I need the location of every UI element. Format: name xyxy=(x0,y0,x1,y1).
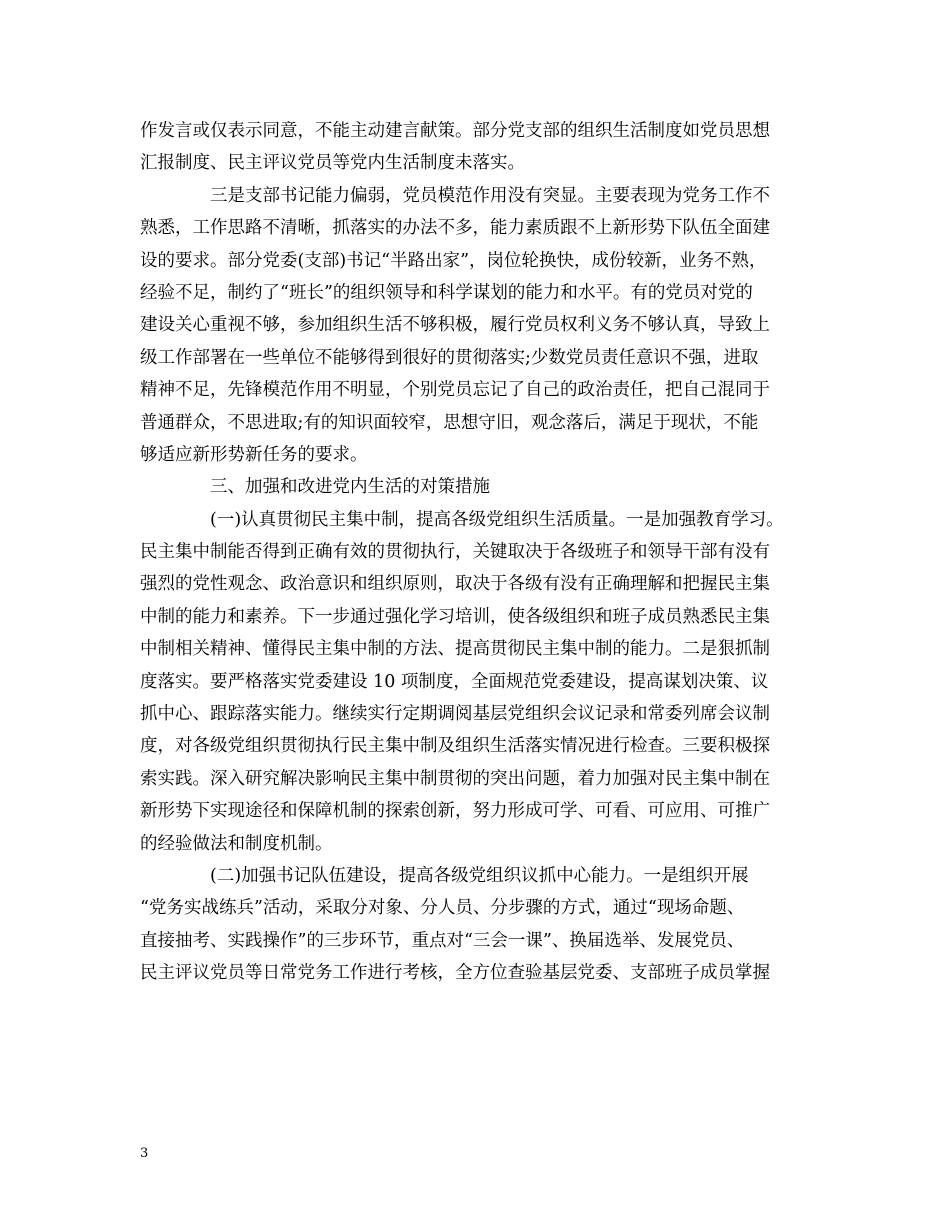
text-line: 三是支部书记能力偏弱，党员模范作用没有突显。主要表现为党务工作不 xyxy=(210,185,770,206)
body-text xyxy=(140,115,830,990)
text-line: 强烈的党性观念、政治意识和组织原则，取决于各级有没有正确理解和把握民主集 xyxy=(140,574,770,595)
text-line: 三、加强和改进党内生活的对策措施 xyxy=(210,477,490,498)
text-line: 新形势下实现途径和保障机制的探索创新，努力形成可学、可看、可应用、可推广 xyxy=(140,801,770,822)
text-line: 抓中心、跟踪落实能力。继续实行定期调阅基层党组织会议记录和常委列席会议制 xyxy=(140,704,770,725)
text-line: 普通群众，不思进取;有的知识面较窄，思想守旧，观念落后，满足于现状，不能 xyxy=(140,412,759,433)
text-line: 经验不足，制约了“班长”的组织领导和科学谋划的能力和水平。有的党员对党的 xyxy=(140,282,753,303)
text-line: 作发言或仅表示同意，不能主动建言献策。部分党支部的组织生活制度如党员思想 xyxy=(140,121,770,141)
text-line: 设的要求。部分党委(支部)书记“半路出家”，岗位轮换快，成份较新，业务不熟， xyxy=(140,250,767,271)
text-line: 索实践。深入研究解决影响民主集中制贯彻的突出问题，着力加强对民主集中制在 xyxy=(140,768,770,789)
page-number: 3 xyxy=(140,1146,149,1161)
text-line: 民主集中制能否得到正确有效的贯彻执行，关键取决于各级班子和领导干部有没有 xyxy=(140,542,770,563)
text-line: 够适应新形势新任务的要求。 xyxy=(140,444,368,465)
text-line: (一)认真贯彻民主集中制，提高各级党组织生活质量。一是加强教育学习。 xyxy=(210,509,784,530)
text-line: 汇报制度、民主评议党员等党内生活制度未落实。 xyxy=(140,153,525,174)
text-line: 中制的能力和素养。下一步通过强化学习培训，使各级组织和班子成员熟悉民主集 xyxy=(140,606,770,627)
text-line: 的经验做法和制度机制。 xyxy=(140,833,333,854)
text-line: 级工作部署在一些单位不能够得到很好的贯彻落实;少数党员责任意识不强，进取 xyxy=(140,347,759,368)
text-line: “党务实战练兵”活动，采取分对象、分人员、分步骤的方式，通过“现场命题、 xyxy=(140,898,745,919)
text-line: 度落实。要严格落实党委建设 10 项制度，全面规范党委建设，提高谋划决策、议 xyxy=(140,671,769,692)
text-line: 精神不足，先锋模范作用不明显，个别党员忘记了自己的政治责任，把自己混同于 xyxy=(140,380,770,401)
text-line: 民主评议党员等日常党务工作进行考核，全方位查验基层党委、支部班子成员掌握 xyxy=(140,963,770,984)
text-line: 度，对各级党组织贯彻执行民主集中制及组织生活落实情况进行检查。三要积极探 xyxy=(140,736,770,757)
text-line: 直接抽考、实践操作”的三步环节，重点对“三会一课”、换届选举、发展党员、 xyxy=(140,930,745,951)
text-line: 建设关心重视不够，参加组织生活不够积极，履行党员权利义务不够认真，导致上 xyxy=(140,315,770,336)
text-line: 熟悉，工作思路不清晰，抓落实的办法不多，能力素质跟不上新形势下队伍全面建 xyxy=(140,218,770,239)
text-line: (二)加强书记队伍建设，提高各级党组织议抓中心能力。一是组织开展 xyxy=(210,865,749,886)
text-line: 中制相关精神、懂得民主集中制的方法、提高贯彻民主集中制的能力。二是狠抓制 xyxy=(140,639,770,660)
